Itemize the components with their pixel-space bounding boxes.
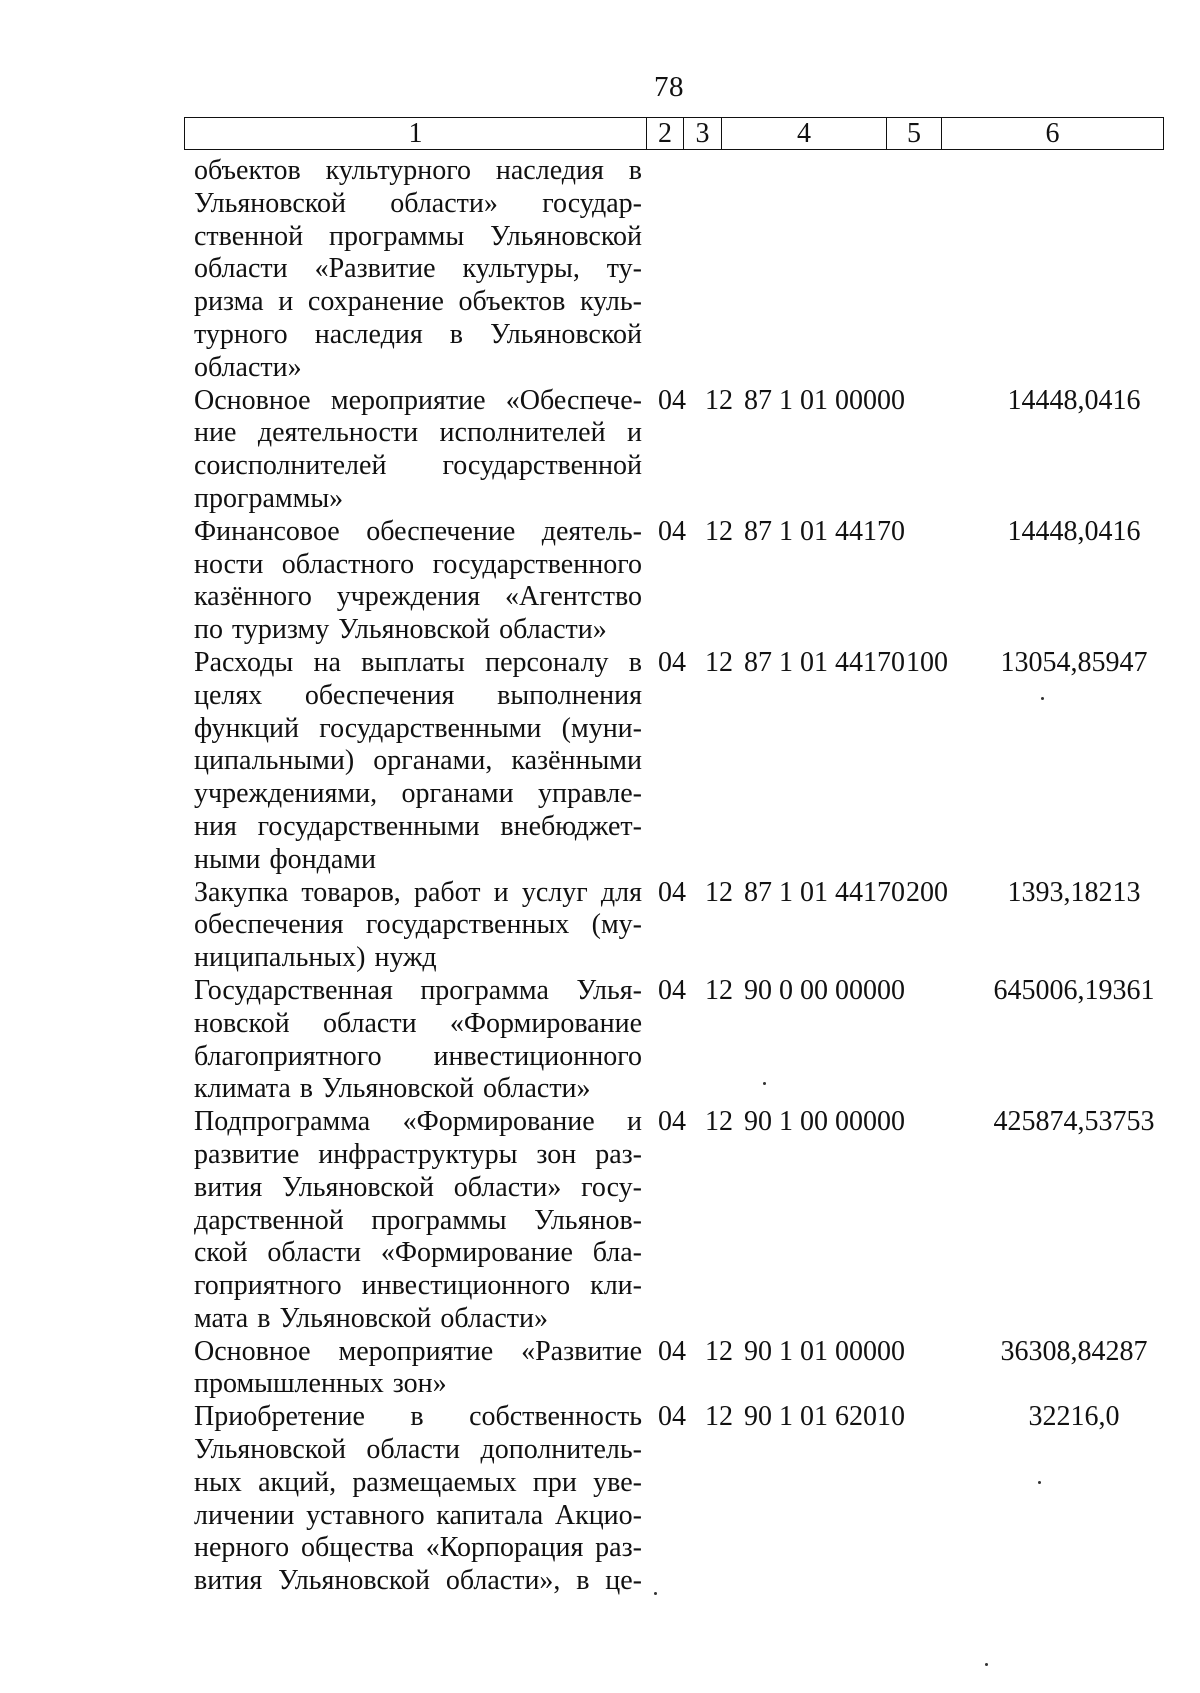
description-line: Государственная программа Улья- <box>194 974 642 1006</box>
row-description <box>194 155 642 385</box>
description-line: благоприятного инвестиционного <box>194 1040 642 1072</box>
scan-speck <box>654 1592 657 1595</box>
amount: 1393,18213 <box>1007 876 1141 908</box>
section-code: 04 <box>658 1106 686 1138</box>
description-line: ния государственными внебюджет- <box>194 810 642 842</box>
description-line: ниципальных) нужд <box>194 942 437 974</box>
description-line: ными фондами <box>194 843 377 875</box>
row-description <box>194 647 642 877</box>
target-article-code: 87 1 01 44170 <box>744 646 905 678</box>
description-line: целях обеспечения выполнения <box>194 679 642 711</box>
subsection-code: 12 <box>705 515 733 547</box>
description-line: Закупка товаров, работ и услуг для <box>194 876 642 908</box>
target-article-code: 90 1 01 00000 <box>744 1335 905 1367</box>
description-line: по туризму Ульяновской области» <box>194 614 607 646</box>
description-line: промышленных зон» <box>194 1368 447 1400</box>
description-line: ных акций, размещаемых при уве- <box>194 1466 642 1498</box>
section-code: 04 <box>658 1401 686 1433</box>
expense-type-code: 200 <box>906 876 948 908</box>
description-line: области «Развитие культуры, ту- <box>194 253 642 285</box>
description-line: нерного общества «Корпорация раз- <box>194 1532 642 1564</box>
target-article-code: 87 1 01 44170 <box>744 515 905 547</box>
description-line: вития Ульяновской области» госу- <box>194 1171 642 1203</box>
table-row <box>194 877 1174 975</box>
row-description <box>194 516 642 647</box>
description-line: ности областного государственного <box>194 548 642 580</box>
scan-speck <box>763 1082 766 1085</box>
description-line: Основное мероприятие «Обеспече- <box>194 384 642 416</box>
description-line: климата в Ульяновской области» <box>194 1073 591 1105</box>
header-col-4: 4 <box>722 118 887 150</box>
description-line: ственной программы Ульяновской <box>194 220 642 252</box>
header-col-1: 1 <box>185 118 647 150</box>
subsection-code: 12 <box>705 1401 733 1433</box>
target-article-code: 90 0 00 00000 <box>744 974 905 1006</box>
row-description <box>194 1106 642 1336</box>
amount: 645006,19361 <box>993 974 1155 1006</box>
table-row <box>194 1106 1174 1336</box>
description-line: ризма и сохранение объектов куль- <box>194 286 642 318</box>
header-col-5: 5 <box>887 118 942 150</box>
description-line: ципальными) органами, казёнными <box>194 745 642 777</box>
row-description <box>194 877 642 975</box>
row-description <box>194 975 642 1106</box>
description-line: обеспечения государственных (му- <box>194 909 642 941</box>
amount: 14448,0416 <box>1007 515 1141 547</box>
table-row <box>194 155 1174 385</box>
description-line: казённого учреждения «Агентство <box>194 581 642 613</box>
description-line: развитие инфраструктуры зон раз- <box>194 1138 642 1170</box>
target-article-code: 90 1 01 62010 <box>744 1401 905 1433</box>
description-line: ние деятельности исполнителей и <box>194 417 642 449</box>
amount: 14448,0416 <box>1007 384 1141 416</box>
description-line: Подпрограмма «Формирование и <box>194 1106 642 1138</box>
description-line: Ульяновской области» государ- <box>194 187 642 219</box>
description-line: Финансовое обеспечение деятель- <box>194 515 642 547</box>
amount: 425874,53753 <box>993 1106 1155 1138</box>
row-description <box>194 385 642 516</box>
description-line: функций государственными (муни- <box>194 712 642 744</box>
row-description <box>194 1401 642 1598</box>
amount: 32216,0 <box>1028 1401 1120 1433</box>
row-description <box>194 1336 642 1402</box>
scan-speck <box>1038 1481 1041 1484</box>
header-col-6: 6 <box>942 118 1164 150</box>
target-article-code: 87 1 01 44170 <box>744 876 905 908</box>
section-code: 04 <box>658 515 686 547</box>
table-row <box>194 1401 1174 1598</box>
description-line: Приобретение в собственность <box>194 1401 642 1433</box>
table-header <box>184 117 1164 150</box>
description-line: турного наследия в Ульяновской <box>194 318 642 350</box>
scan-speck <box>985 1663 988 1666</box>
header-col-2: 2 <box>647 118 684 150</box>
expense-type-code: 100 <box>906 646 948 678</box>
subsection-code: 12 <box>705 876 733 908</box>
section-code: 04 <box>658 876 686 908</box>
subsection-code: 12 <box>705 1335 733 1367</box>
table-row <box>194 385 1174 516</box>
description-line: мата в Ульяновской области» <box>194 1302 548 1334</box>
table-body <box>194 155 1174 1598</box>
description-line: гоприятного инвестиционного кли- <box>194 1270 642 1302</box>
description-line: новской области «Формирование <box>194 1007 642 1039</box>
description-line: ской области «Формирование бла- <box>194 1237 642 1269</box>
description-line: Основное мероприятие «Развитие <box>194 1335 642 1367</box>
section-code: 04 <box>658 384 686 416</box>
description-line: учреждениями, органами управле- <box>194 778 642 810</box>
description-line: Ульяновской области дополнитель- <box>194 1434 642 1466</box>
description-line: соисполнителей государственной <box>194 450 642 482</box>
section-code: 04 <box>658 646 686 678</box>
description-line: области» <box>194 351 302 383</box>
description-line: объектов культурного наследия в <box>194 155 642 186</box>
description-line: дарственной программы Ульянов- <box>194 1204 642 1236</box>
section-code: 04 <box>658 1335 686 1367</box>
page-number: 78 <box>654 71 684 103</box>
target-article-code: 87 1 01 00000 <box>744 384 905 416</box>
description-line: вития Ульяновской области», в це- <box>194 1565 642 1597</box>
scan-speck <box>1041 697 1044 700</box>
subsection-code: 12 <box>705 974 733 1006</box>
header-col-3: 3 <box>684 118 722 150</box>
amount: 13054,85947 <box>1000 646 1148 678</box>
table-row <box>194 516 1174 647</box>
subsection-code: 12 <box>705 1106 733 1138</box>
amount: 36308,84287 <box>1000 1335 1148 1367</box>
description-line: Расходы на выплаты персоналу в <box>194 646 642 678</box>
subsection-code: 12 <box>705 384 733 416</box>
table-row <box>194 975 1174 1106</box>
subsection-code: 12 <box>705 646 733 678</box>
section-code: 04 <box>658 974 686 1006</box>
description-line: программы» <box>194 482 344 514</box>
table-row <box>194 1336 1174 1402</box>
target-article-code: 90 1 00 00000 <box>744 1106 905 1138</box>
description-line: личении уставного капитала Акцио- <box>194 1499 642 1531</box>
table-row <box>194 647 1174 877</box>
